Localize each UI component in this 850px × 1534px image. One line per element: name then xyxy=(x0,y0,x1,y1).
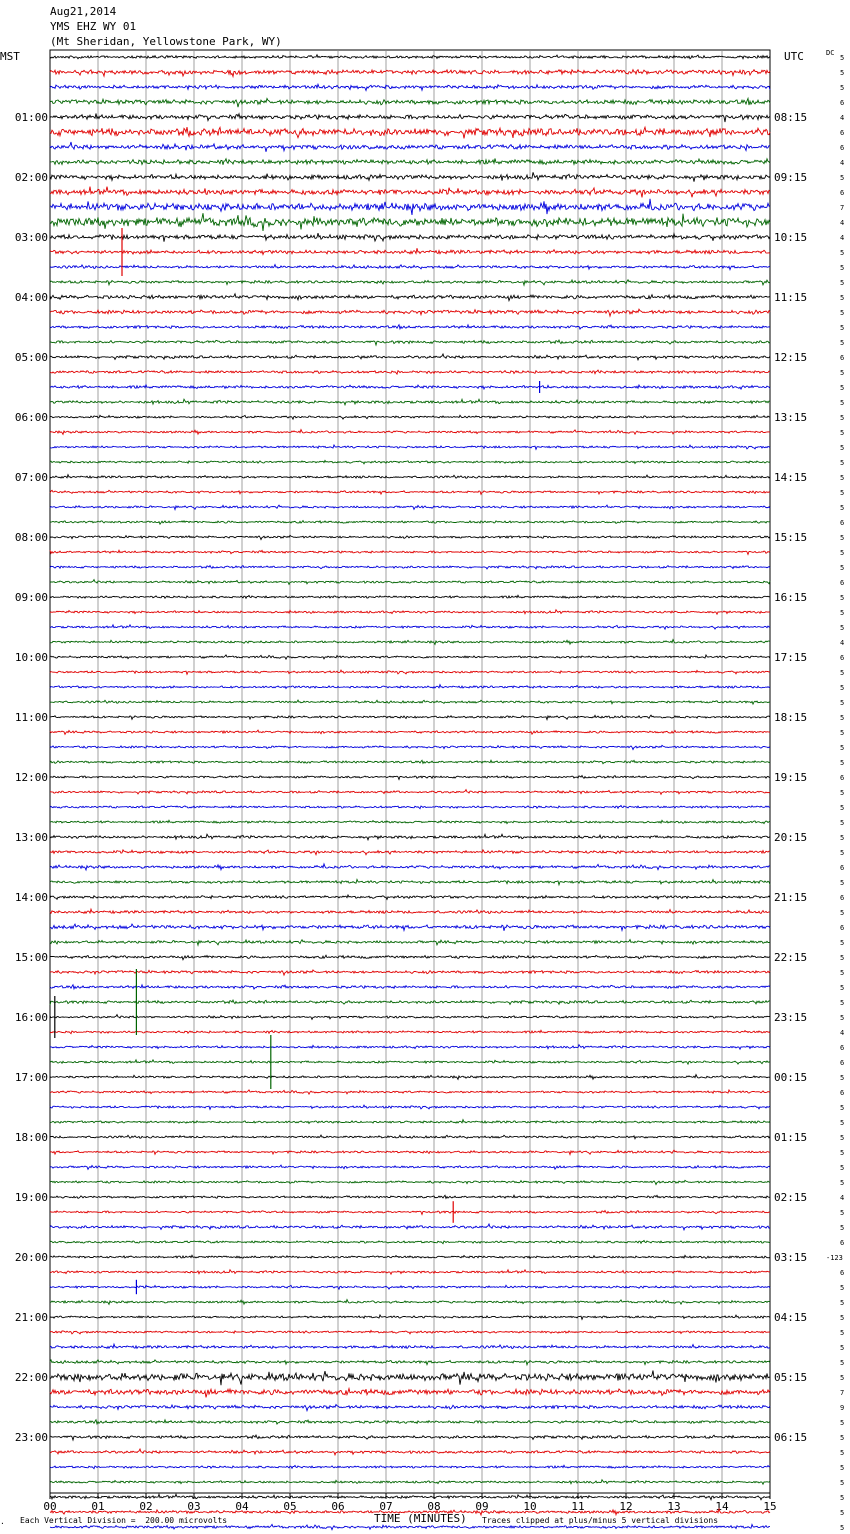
seismic-trace xyxy=(50,1465,770,1468)
seismic-trace xyxy=(50,84,770,90)
dc-offset-label: 4 xyxy=(840,114,845,122)
seismic-trace xyxy=(50,880,770,885)
seismic-trace xyxy=(50,213,770,231)
seismic-trace xyxy=(50,640,770,645)
dc-offset-label: 5 xyxy=(840,264,845,272)
x-tick-label: 02 xyxy=(139,1500,153,1513)
dc-offset-label: 6 xyxy=(840,144,845,152)
seismic-trace xyxy=(50,850,770,855)
dc-offset-label: 5 xyxy=(840,1434,845,1442)
right-hour-label: 23:15 xyxy=(774,1011,808,1024)
footer-clip-note: Traces clipped at plus/minus 5 vertical divisions xyxy=(482,1516,719,1525)
right-hour-label: 00:15 xyxy=(774,1071,808,1084)
seismic-trace xyxy=(50,909,770,913)
seismic-trace xyxy=(50,670,770,674)
left-hour-label: 17:00 xyxy=(14,1071,48,1084)
dc-offset-label: 5 xyxy=(840,684,845,692)
dc-offset-label: 5 xyxy=(840,1179,845,1187)
seismic-trace xyxy=(50,895,770,899)
x-tick-label: 01 xyxy=(91,1500,105,1513)
seismic-trace xyxy=(50,1030,770,1033)
left-hour-label: 14:00 xyxy=(14,891,48,904)
seismic-trace xyxy=(50,1371,770,1386)
dc-offset-label: 7 xyxy=(840,204,845,212)
dc-offset-label: 6 xyxy=(840,189,845,197)
seismic-trace xyxy=(50,970,770,975)
seismic-trace xyxy=(50,1435,770,1440)
seismic-trace xyxy=(50,399,770,405)
seismic-trace xyxy=(50,280,770,285)
right-hour-label: 10:15 xyxy=(774,231,808,244)
dc-offset-label: 5 xyxy=(840,744,845,752)
seismic-trace xyxy=(50,505,770,509)
dc-offset-label: -123 xyxy=(826,1254,843,1262)
x-tick-label: 13 xyxy=(667,1500,681,1513)
dc-offset-label: 6 xyxy=(840,1269,845,1277)
dc-offset-label: 9 xyxy=(840,1404,845,1412)
seismic-trace xyxy=(50,760,770,763)
dc-offset-label: 5 xyxy=(840,1374,845,1382)
seismic-trace xyxy=(50,385,770,389)
x-tick-label: 04 xyxy=(235,1500,249,1513)
dc-offset-label: 5 xyxy=(840,174,845,182)
right-hour-label: 21:15 xyxy=(774,891,808,904)
seismic-trace xyxy=(50,1449,770,1455)
dc-offset-label: 5 xyxy=(840,1074,845,1082)
dc-offset-label: 5 xyxy=(840,459,845,467)
seismic-trace xyxy=(50,1420,770,1424)
seismic-trace xyxy=(50,625,770,629)
seismic-trace xyxy=(50,1285,770,1289)
left-hour-label: 08:00 xyxy=(14,531,48,544)
seismic-trace xyxy=(50,715,770,719)
seismic-trace xyxy=(50,70,770,77)
seismic-trace xyxy=(50,1524,770,1529)
seismic-trace xyxy=(50,475,770,479)
left-hour-label: 19:00 xyxy=(14,1191,48,1204)
seismic-trace xyxy=(50,248,770,254)
dc-offset-label: 5 xyxy=(840,1104,845,1112)
right-hour-label: 03:15 xyxy=(774,1251,808,1264)
dc-offset-label: 5 xyxy=(840,834,845,842)
left-hour-label: 06:00 xyxy=(14,411,48,424)
left-hour-label: 16:00 xyxy=(14,1011,48,1024)
dc-offset-label: 5 xyxy=(840,534,845,542)
right-hour-label: 16:15 xyxy=(774,591,808,604)
dc-offset-label: 5 xyxy=(840,954,845,962)
seismic-trace xyxy=(50,1270,770,1275)
seismic-trace xyxy=(50,199,770,215)
x-tick-label: 00 xyxy=(43,1500,57,1513)
dc-offset-label: 5 xyxy=(840,69,845,77)
seismic-trace xyxy=(50,1211,770,1215)
footer-scale-note: Each Vertical Division = 200.00 microvolts xyxy=(20,1516,228,1525)
seismic-trace xyxy=(50,790,770,795)
dc-offset-label: 6 xyxy=(840,99,845,107)
dc-offset-label: 5 xyxy=(840,324,845,332)
dc-offset-label: 6 xyxy=(840,129,845,137)
seismic-trace xyxy=(50,566,770,569)
seismic-trace xyxy=(50,1150,770,1154)
dc-offset-label: 4 xyxy=(840,159,845,167)
right-hour-label: 13:15 xyxy=(774,411,808,424)
seismic-trace xyxy=(50,1045,770,1050)
dc-offset-label: 5 xyxy=(840,549,845,557)
seismic-trace xyxy=(50,114,770,123)
right-hour-label: 08:15 xyxy=(774,111,808,124)
seismic-trace xyxy=(50,55,770,59)
seismic-trace xyxy=(50,610,770,615)
left-axis-label: MST xyxy=(0,50,20,63)
dc-offset-label: 5 xyxy=(840,819,845,827)
dc-offset-label: 6 xyxy=(840,579,845,587)
x-tick-label: 06 xyxy=(331,1500,345,1513)
dc-offset-label: 5 xyxy=(840,1449,845,1457)
right-hour-label: 09:15 xyxy=(774,171,808,184)
seismic-trace xyxy=(50,1180,770,1184)
seismic-trace xyxy=(50,864,770,870)
dc-offset-label: 5 xyxy=(840,384,845,392)
dc-offset-label: 5 xyxy=(840,879,845,887)
seismic-trace xyxy=(50,806,770,809)
right-hour-label: 15:15 xyxy=(774,531,808,544)
dc-offset-label: 5 xyxy=(840,1014,845,1022)
seismic-trace xyxy=(50,834,770,840)
dc-offset-label: 5 xyxy=(840,999,845,1007)
dc-offset-label: 5 xyxy=(840,444,845,452)
left-hour-label: 15:00 xyxy=(14,951,48,964)
seismic-trace xyxy=(50,1090,770,1094)
seismic-trace xyxy=(50,1344,770,1348)
dc-offset-label: 5 xyxy=(840,624,845,632)
x-axis-label: TIME (MINUTES) xyxy=(374,1512,467,1525)
x-tick-label: 08 xyxy=(427,1500,441,1513)
dc-offset-label: 5 xyxy=(840,1134,845,1142)
dc-offset-label: 5 xyxy=(840,249,845,257)
dc-offset-label: 5 xyxy=(840,54,845,62)
dc-offset-label: 5 xyxy=(840,849,845,857)
left-hour-label: 12:00 xyxy=(14,771,48,784)
seismic-trace xyxy=(50,550,770,554)
dc-offset-label: 5 xyxy=(840,489,845,497)
dc-offset-label: 6 xyxy=(840,1089,845,1097)
dc-offset-label: 6 xyxy=(840,924,845,932)
dc-offset-label: 5 xyxy=(840,1344,845,1352)
dc-offset-label: 6 xyxy=(840,1059,845,1067)
x-tick-label: 15 xyxy=(763,1500,777,1513)
dc-offset-label: 5 xyxy=(840,1149,845,1157)
dc-offset-label: 5 xyxy=(840,729,845,737)
dc-offset-label: 4 xyxy=(840,639,845,647)
dc-offset-label: 5 xyxy=(840,969,845,977)
dc-offset-label: 5 xyxy=(840,984,845,992)
right-hour-label: 18:15 xyxy=(774,711,808,724)
left-hour-label: 11:00 xyxy=(14,711,48,724)
right-hour-label: 19:15 xyxy=(774,771,808,784)
dc-offset-label: 5 xyxy=(840,1209,845,1217)
seismic-trace xyxy=(50,1105,770,1109)
dc-offset-label: 5 xyxy=(840,294,845,302)
seismic-trace xyxy=(50,294,770,301)
dc-offset-label: 6 xyxy=(840,774,845,782)
seismic-trace xyxy=(50,1360,770,1365)
seismic-trace xyxy=(50,1494,770,1499)
seismic-trace xyxy=(50,265,770,270)
dc-offset-label: 5 xyxy=(840,1359,845,1367)
dc-offset-label: 5 xyxy=(840,1164,845,1172)
x-tick-label: 03 xyxy=(187,1500,201,1513)
seismic-trace xyxy=(50,1241,770,1244)
left-hour-label: 05:00 xyxy=(14,351,48,364)
dc-offset-label: 6 xyxy=(840,864,845,872)
right-hour-label: 22:15 xyxy=(774,951,808,964)
dc-offset-label: 5 xyxy=(840,339,845,347)
left-hour-label: 18:00 xyxy=(14,1131,48,1144)
left-hour-label: 09:00 xyxy=(14,591,48,604)
right-hour-label: 11:15 xyxy=(774,291,808,304)
header-date: Aug21,2014 xyxy=(50,5,117,18)
seismic-trace xyxy=(50,776,770,780)
seismic-trace xyxy=(50,655,770,659)
seismic-trace xyxy=(50,127,770,138)
dc-offset-label: 5 xyxy=(840,759,845,767)
seismic-trace xyxy=(50,1195,770,1198)
dc-offset-label: 5 xyxy=(840,399,845,407)
seismic-trace xyxy=(50,1405,770,1411)
dc-offset-label: 5 xyxy=(840,1329,845,1337)
left-hour-label: 10:00 xyxy=(14,651,48,664)
seismic-trace xyxy=(50,595,770,598)
dc-offset-label: 5 xyxy=(840,594,845,602)
right-hour-label: 02:15 xyxy=(774,1191,808,1204)
seismic-trace xyxy=(50,700,770,704)
dc-offset-label: 5 xyxy=(840,414,845,422)
dc-offset-label: 4 xyxy=(840,1194,845,1202)
left-hour-label: 22:00 xyxy=(14,1371,48,1384)
left-hour-label: 23:00 xyxy=(14,1431,48,1444)
x-tick-label: 05 xyxy=(283,1500,297,1513)
seismic-trace xyxy=(50,521,770,525)
seismic-trace xyxy=(50,415,770,419)
seismic-trace xyxy=(50,940,770,946)
seismic-trace xyxy=(50,1300,770,1305)
x-tick-label: 10 xyxy=(523,1500,537,1513)
dc-offset-label: 4 xyxy=(840,219,845,227)
dc-offset-label: 5 xyxy=(840,909,845,917)
right-hour-label: 04:15 xyxy=(774,1311,808,1324)
seismic-trace xyxy=(50,370,770,374)
seismic-trace xyxy=(50,172,770,181)
right-hour-label: 06:15 xyxy=(774,1431,808,1444)
dc-label: DC xyxy=(826,49,835,57)
right-hour-label: 12:15 xyxy=(774,351,808,364)
seismic-trace xyxy=(50,340,770,345)
dc-offset-label: 4 xyxy=(840,1029,845,1037)
dc-offset-label: 5 xyxy=(840,1494,845,1502)
x-tick-label: 14 xyxy=(715,1500,729,1513)
seismic-trace xyxy=(50,535,770,539)
seismic-trace xyxy=(50,745,770,749)
seismic-trace xyxy=(50,1389,770,1398)
seismic-trace xyxy=(50,445,770,449)
seismic-trace xyxy=(50,580,770,585)
dc-offset-label: 5 xyxy=(840,939,845,947)
left-hour-label: 07:00 xyxy=(14,471,48,484)
seismic-trace xyxy=(50,354,770,360)
dc-offset-label: 5 xyxy=(840,1119,845,1127)
seismic-trace xyxy=(50,1075,770,1080)
seismic-trace xyxy=(50,1060,770,1064)
seismic-trace xyxy=(50,1480,770,1485)
dc-offset-label: 5 xyxy=(840,1419,845,1427)
right-hour-label: 05:15 xyxy=(774,1371,808,1384)
seismic-trace xyxy=(50,820,770,823)
dc-offset-label: 5 xyxy=(840,279,845,287)
dc-offset-label: 5 xyxy=(840,1524,845,1532)
dc-offset-label: 5 xyxy=(840,699,845,707)
seismic-trace xyxy=(50,142,770,152)
seismic-trace xyxy=(50,1000,770,1005)
dc-offset-label: 5 xyxy=(840,1509,845,1517)
right-hour-label: 20:15 xyxy=(774,831,808,844)
left-hour-label: 01:00 xyxy=(14,111,48,124)
seismic-trace xyxy=(50,955,770,960)
seismic-trace xyxy=(50,490,770,494)
dc-offset-label: 7 xyxy=(840,1389,845,1397)
seismic-trace xyxy=(50,460,770,463)
dc-offset-label: 5 xyxy=(840,1284,845,1292)
x-tick-label: 07 xyxy=(379,1500,393,1513)
right-hour-label: 17:15 xyxy=(774,651,808,664)
dc-offset-label: 6 xyxy=(840,654,845,662)
dc-offset-label: 6 xyxy=(840,894,845,902)
x-tick-label: 11 xyxy=(571,1500,585,1513)
header-location: (Mt Sheridan, Yellowstone Park, WY) xyxy=(50,35,282,48)
dc-offset-label: 5 xyxy=(840,1314,845,1322)
footer-corner-mark: . xyxy=(0,1517,5,1526)
dc-offset-label: 5 xyxy=(840,1479,845,1487)
seismic-trace xyxy=(50,1224,770,1230)
seismic-trace xyxy=(50,187,770,198)
left-hour-label: 13:00 xyxy=(14,831,48,844)
dc-offset-label: 5 xyxy=(840,429,845,437)
dc-offset-label: 5 xyxy=(840,84,845,92)
x-tick-label: 09 xyxy=(475,1500,489,1513)
dc-offset-label: 5 xyxy=(840,1224,845,1232)
seismic-trace xyxy=(50,924,770,931)
seismic-trace xyxy=(50,1330,770,1334)
seismic-trace xyxy=(50,685,770,689)
dc-offset-label: 5 xyxy=(840,1299,845,1307)
dc-offset-label: 5 xyxy=(840,309,845,317)
right-axis-label: UTC xyxy=(784,50,804,63)
left-hour-label: 02:00 xyxy=(14,171,48,184)
seismic-trace xyxy=(50,1255,770,1258)
dc-offset-label: 6 xyxy=(840,354,845,362)
seismic-trace xyxy=(50,159,770,165)
dc-offset-label: 6 xyxy=(840,1239,845,1247)
left-hour-label: 21:00 xyxy=(14,1311,48,1324)
dc-offset-label: 5 xyxy=(840,669,845,677)
dc-offset-label: 5 xyxy=(840,504,845,512)
seismic-trace xyxy=(50,309,770,316)
left-hour-label: 20:00 xyxy=(14,1251,48,1264)
dc-offset-label: 6 xyxy=(840,519,845,527)
dc-offset-label: 5 xyxy=(840,609,845,617)
seismic-trace xyxy=(50,430,770,435)
dc-offset-label: 5 xyxy=(840,804,845,812)
header-station: YMS EHZ WY 01 xyxy=(50,20,137,33)
dc-offset-label: 4 xyxy=(840,234,845,242)
left-hour-label: 04:00 xyxy=(14,291,48,304)
dc-offset-label: 5 xyxy=(840,369,845,377)
seismic-trace xyxy=(50,1165,770,1169)
seismic-trace xyxy=(50,1120,770,1124)
x-tick-label: 12 xyxy=(619,1500,633,1513)
seismic-trace xyxy=(50,985,770,989)
dc-offset-label: 5 xyxy=(840,789,845,797)
right-hour-label: 14:15 xyxy=(774,471,808,484)
seismic-trace xyxy=(50,1015,770,1020)
seismic-trace xyxy=(50,233,770,242)
seismic-trace xyxy=(50,1315,770,1319)
seismic-trace xyxy=(50,325,770,329)
dc-offset-label: 6 xyxy=(840,1044,845,1052)
dc-offset-label: 5 xyxy=(840,564,845,572)
right-hour-label: 01:15 xyxy=(774,1131,808,1144)
dc-offset-label: 5 xyxy=(840,474,845,482)
dc-offset-label: 5 xyxy=(840,714,845,722)
seismic-trace xyxy=(50,730,770,734)
seismic-trace xyxy=(50,1135,770,1139)
left-hour-label: 03:00 xyxy=(14,231,48,244)
dc-offset-label: 5 xyxy=(840,1464,845,1472)
seismic-trace xyxy=(50,98,770,107)
